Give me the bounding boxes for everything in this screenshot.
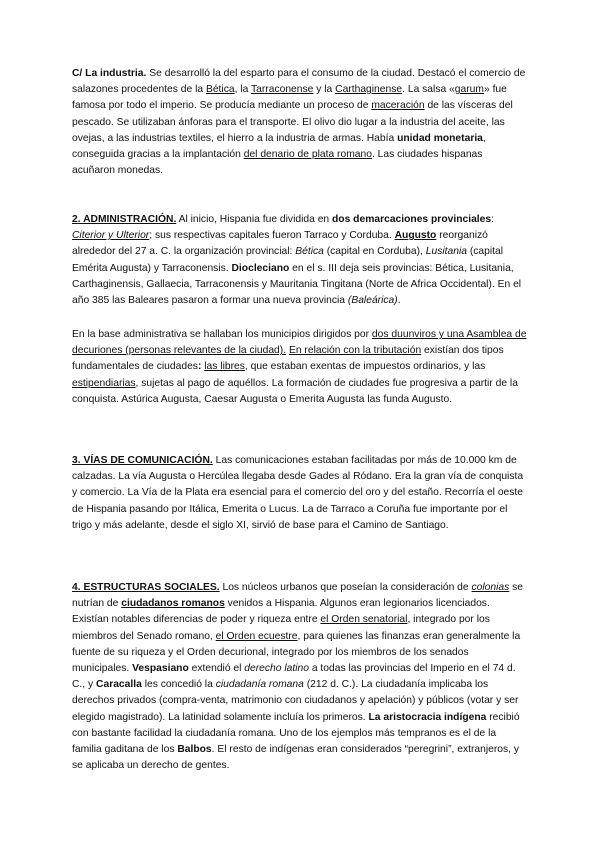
text-run: , para quienes las finanzas eran generalmente la fuente de su riqueza y el Orden decurional, integrado por los miembros de los senados municipales. (72, 630, 521, 675)
colon: : (197, 361, 202, 373)
text-run: . El resto de indígenas eran considerados “peregrini”, extranjeros, y se aplicaba un derecho de gentes. (72, 744, 520, 772)
text-run: Las comunicaciones estaban facilitadas por más de 10.000 km de calzadas. La vía Augusta o Hercúlea llegaba desde Gades al Ródano. Era la gran vía de conquista y comercio. La Vía de la Plata era esencial para el comercio del oro y del estaño. Recorría el oeste de Hispania pasando por Itálica, Emerita o Lucus. La de Tarraco a Coruña fue importante por el trigo y más adelante, desde el siglo XI, sirvió de base para el Camino de Santiago. (72, 455, 524, 531)
term-vespasiano: Vespasiano (132, 663, 189, 675)
term-betica-italic: Bética (295, 246, 324, 258)
term-betica: Bética (205, 84, 235, 96)
term-citerior-ulterior: Citerior y Ulterior (72, 230, 150, 242)
text-run: , sujetas al pago de aquéllos. La formación de ciudades fue progresiva a partir de la conquista. Astúrica Augusta, Caesar Augusta o Emerita Augusta las funda Augusto. (72, 377, 518, 405)
term-tarraconense: Tarraconense (251, 84, 314, 96)
text-run: En la base administrativa se hallaban los municipios dirigidos por (72, 329, 372, 340)
term-orden-ecuestre: el Orden ecuestre (215, 630, 298, 642)
administracion-heading: 2. ADMINISTRACIÓN. (72, 214, 177, 225)
term-orden-senatorial: el Orden senatorial (320, 614, 408, 626)
sociales-heading: 4. ESTRUCTURAS SOCIALES. (72, 582, 220, 593)
text-run: (capital Emérita Augusta) y Tarraconensis. (72, 246, 504, 274)
term-diocleciano: Diocleciano (231, 262, 290, 274)
text-run: extendió el (188, 663, 245, 675)
text-run: se nutrían de (72, 582, 524, 610)
text-run: en el s. III deja seis provincias: Bética, Lusitania, Carthaginensis, Gallaecia, Tarraconensis y Mauritania Tingitana (Norte de Africa Occidental). En el año 385 las Baleares pasaron a formar una nueva provincia (72, 262, 522, 307)
vias-paragraph (72, 453, 528, 534)
term-ciudadania-romana: ciudadanía romana (215, 679, 304, 691)
text-run: recibió con bastante facilidad la ciudadanía romana. Uno de los ejemplos más tempranos es el de la familia gaditana de los (72, 711, 520, 756)
text-run: , conseguida gracias a la implantación (72, 132, 486, 161)
text-run: . Las ciudades hispanas acuñaron monedas. (72, 149, 483, 177)
industria-heading: C/ La industria. (72, 68, 147, 79)
term-derecho-latino: derecho latino (244, 663, 309, 675)
text-run: de las vísceras del pescado. Se utilizaban ánforas para el transporte. El olivo dio lugar a la industria del aceite, las ovejas, a las industrias textiles, el hierro a la industria de armas. Había (72, 100, 513, 144)
text-run: existían dos tipos fundamentales de ciudades (72, 345, 504, 373)
text-run: » fue famosa por todo el imperio. Se producía mediante un proceso de (72, 84, 507, 112)
term-caracalla: Caracalla (96, 679, 142, 691)
text-run: . (397, 295, 401, 307)
term-maceracion: maceración (371, 100, 425, 112)
term-lusitania-italic: Lusitania (425, 246, 467, 258)
term-aristocracia-indigena: La aristocracia indígena (368, 711, 487, 723)
text-run: . La salsa « (402, 84, 455, 96)
term-augusto: Augusto (394, 230, 437, 242)
term-garum: garum (454, 84, 484, 96)
text-run: ; sus respectivas capitales fueron Tarraco y Corduba. (149, 230, 395, 242)
text-run: (capital en Corduba), (323, 246, 426, 258)
term-libres: las libres (204, 361, 245, 373)
text-run: , la (234, 84, 251, 96)
text-run: y la (313, 84, 336, 96)
administracion-paragraph-2 (72, 327, 528, 408)
text-run: , integrado por los miembros del Senado romano, (72, 614, 490, 642)
text-run: Al inicio, Hispania fue dividida en (176, 214, 333, 225)
administracion-paragraph-1 (72, 212, 528, 309)
term-demarcaciones: dos demarcaciones provinciales (332, 214, 492, 225)
term-colonias: colonias (471, 582, 510, 593)
term-carthaginense: Carthaginense (335, 84, 403, 96)
term-tributacion: En relación con la tributación (288, 345, 422, 357)
text-run: Se desarrolló la del esparto para el consumo de la ciudad. Destacó el comercio de salazones procedentes de la (72, 68, 526, 96)
term-unidad-monetaria: unidad monetaria (397, 132, 483, 144)
industria-paragraph (72, 66, 528, 179)
term-denario: del denario de plata romano (243, 149, 372, 161)
text-run: a todas las provincias del Imperio en el 74 d. C., y (72, 663, 516, 691)
vias-heading: 3. VÍAS DE COMUNICACIÓN. (72, 455, 213, 466)
text-run: : (491, 214, 494, 225)
text-run: reorganizó alrededor del 27 a. C. la organización provincial: (72, 230, 488, 258)
text-run: les concedió la (141, 679, 216, 691)
term-duunviros: dos duunviros y una Asamblea de decuriones (personas relevantes de la ciudad). (72, 329, 527, 357)
term-balbos: Balbos (177, 744, 212, 756)
text-run: , que estaban exentas de impuestos ordinarios, y las (244, 361, 486, 373)
term-estipendiarias: estipendiarias (72, 377, 136, 389)
text-run: (212 d. C.). La ciudadanía implicaba los derechos privados (compra-venta, matrimonio con ciudadanos y apelación) y públicos (votar y ser elegido magistrado). La latinidad solamente incluía los primeros. (72, 679, 519, 723)
text-run: Los núcleos urbanos que poseían la consideración de (219, 582, 472, 593)
text-run: venidos a Hispania. Algunos eran legionarios licenciados. Existían notables diferencias de poder y riqueza entre (72, 598, 490, 626)
sociales-paragraph (72, 580, 528, 774)
term-ciudadanos-romanos: ciudadanos romanos (121, 598, 225, 610)
term-balearica: (Baleárica) (347, 295, 398, 307)
